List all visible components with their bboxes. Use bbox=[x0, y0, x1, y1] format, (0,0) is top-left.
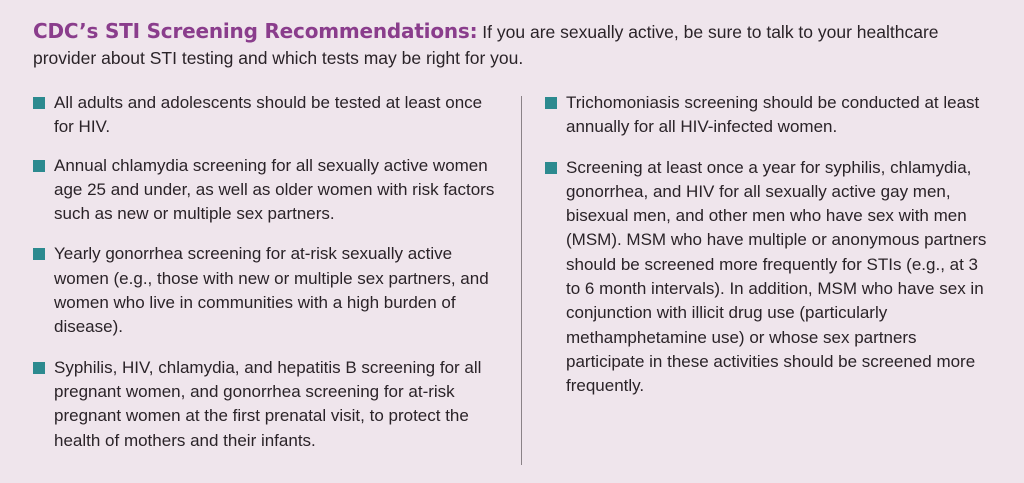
square-bullet-icon bbox=[33, 160, 45, 172]
square-bullet-icon bbox=[33, 362, 45, 374]
list-item bbox=[33, 91, 498, 140]
intro-paragraph bbox=[33, 18, 993, 71]
list-item bbox=[33, 356, 498, 453]
square-bullet-icon bbox=[545, 162, 557, 174]
list-item-text: Yearly gonorrhea screening for at-risk sexually active women (e.g., those with new or multiple sex partners, and women who live in communities with a high burden of disease). bbox=[54, 244, 489, 337]
square-bullet-icon bbox=[33, 97, 45, 109]
square-bullet-icon bbox=[33, 248, 45, 260]
list-item bbox=[545, 156, 995, 399]
right-column bbox=[545, 91, 995, 415]
list-item-text: Trichomoniasis screening should be conducted at least annually for all HIV-infected women. bbox=[566, 93, 980, 137]
column-divider bbox=[521, 96, 522, 465]
square-bullet-icon bbox=[545, 97, 557, 109]
list-item bbox=[33, 242, 498, 339]
list-item bbox=[33, 154, 498, 227]
list-item-text: Annual chlamydia screening for all sexually active women age 25 and under, as well as older women with risk factors such as new or multiple sex partners. bbox=[54, 155, 495, 224]
list-item-text: Screening at least once a year for syphilis, chlamydia, gonorrhea, and HIV for all sexually active gay men, bisexual men, and other men who have sex with men (MSM). MSM who have multiple or anonymous partners should be screened more frequently for STIs (e.g., at 3 to 6 month intervals). In addition, MSM who have sex in conjunction with illicit drug use (particularly methamphetamine use) or whose sex partners participate in these activities should be screened more frequently. bbox=[566, 157, 987, 396]
list-item bbox=[545, 91, 995, 140]
list-item-text: All adults and adolescents should be tested at least once for HIV. bbox=[54, 93, 483, 137]
section-heading: CDC’s STI Screening Recommendations: bbox=[33, 19, 478, 43]
intro-text: If you are sexually active, be sure to talk to your healthcare provider about STI testing and which tests may be right for you. bbox=[33, 22, 939, 68]
left-column bbox=[33, 91, 498, 469]
list-item-text: Syphilis, HIV, chlamydia, and hepatitis B screening for all pregnant women, and gonorrhea screening for at-risk pregnant women at the first prenatal visit, to protect the health of mothers and their infants. bbox=[54, 357, 482, 450]
